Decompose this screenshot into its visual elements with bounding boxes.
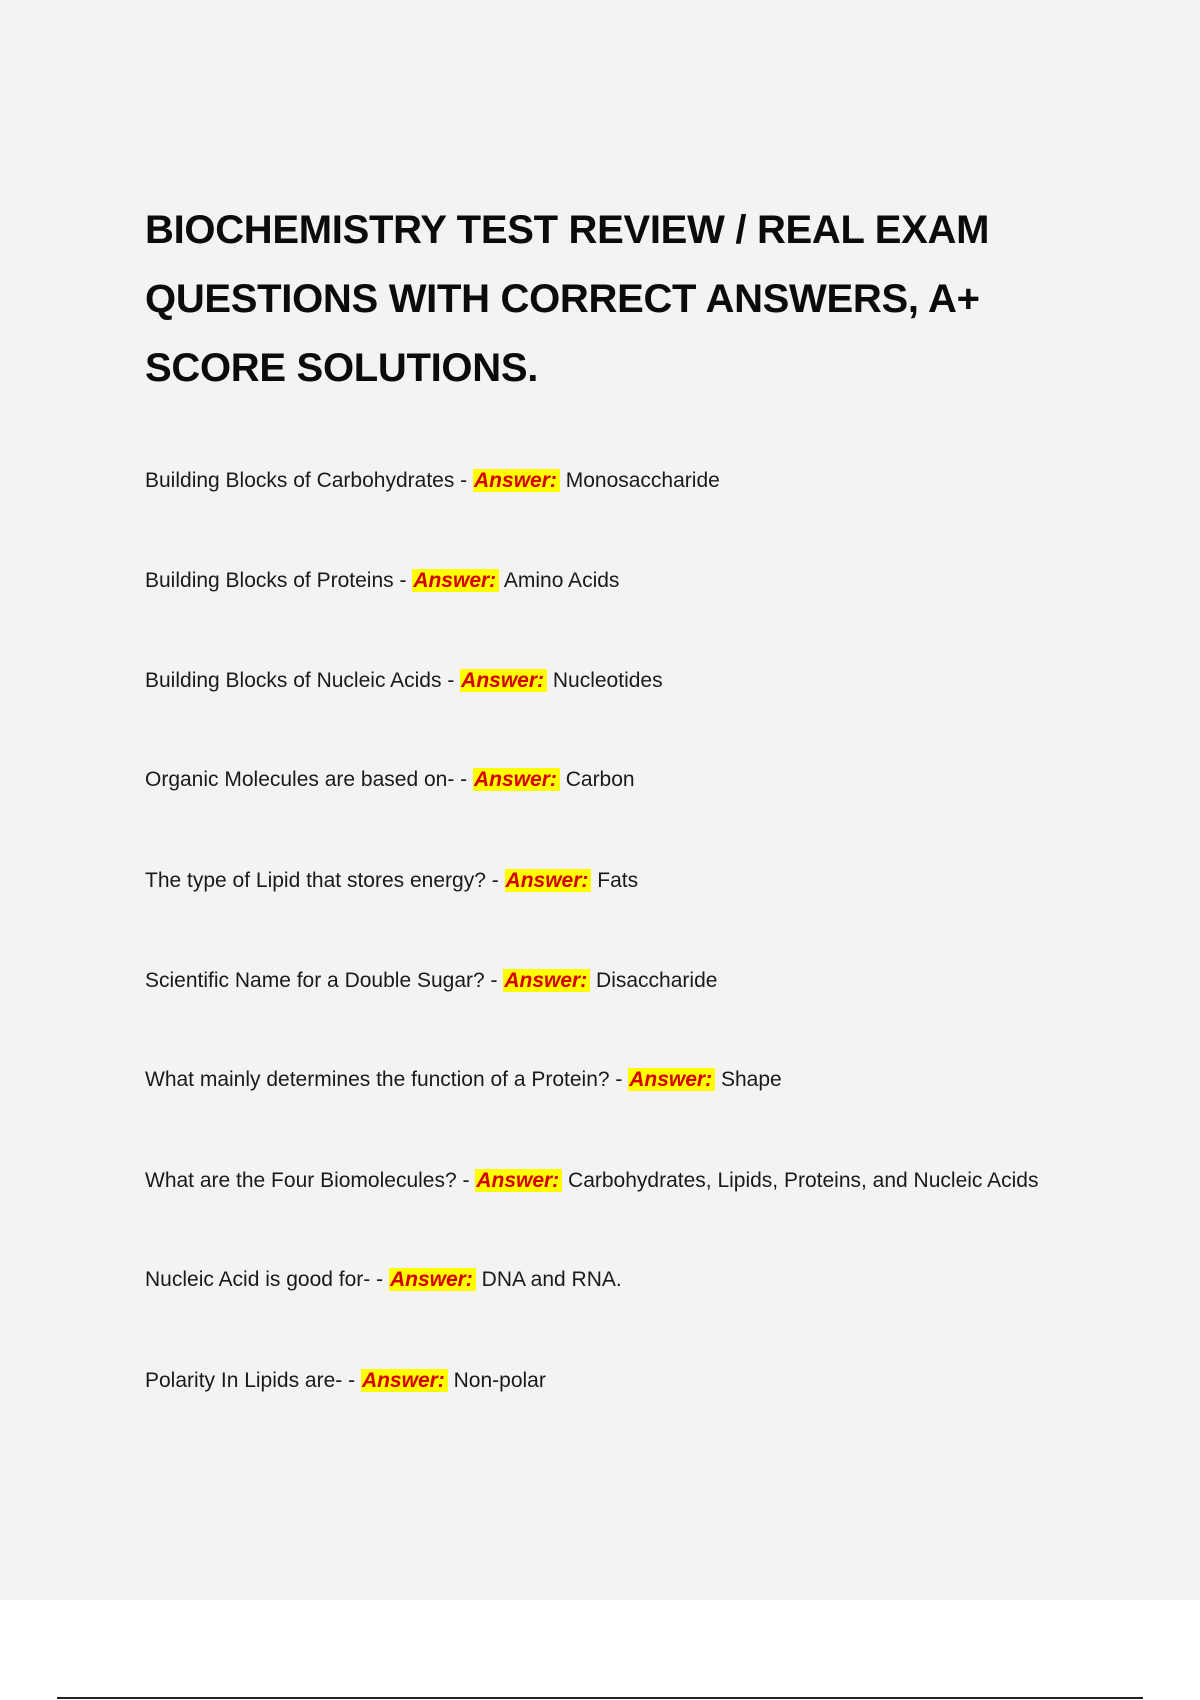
question-text: What are the Four Biomolecules? — [145, 1169, 457, 1192]
page-bottom-rule — [57, 1697, 1143, 1699]
answer-text: DNA and RNA. — [481, 1268, 622, 1291]
question-text: Building Blocks of Proteins — [145, 569, 394, 592]
answer-text: Carbon — [565, 768, 635, 791]
answer-label: Answer: — [505, 869, 592, 892]
answer-text: Carbohydrates, Lipids, Proteins, and Nucleic Acids — [568, 1169, 1039, 1192]
qa-item — [145, 468, 1145, 494]
answer-label: Answer: — [389, 1268, 476, 1291]
question-text: Scientific Name for a Double Sugar? — [145, 969, 485, 992]
answer-text: Nucleotides — [552, 669, 663, 692]
qa-item — [145, 868, 1145, 894]
answer-label: Answer: — [503, 969, 590, 992]
qa-item — [145, 568, 1145, 594]
separator: - — [441, 669, 461, 692]
answer-label: Answer: — [628, 1068, 715, 1091]
question-text: Organic Molecules are based on- — [145, 768, 455, 791]
question-text: Polarity In Lipids are- — [145, 1369, 343, 1392]
answer-label: Answer: — [412, 569, 499, 592]
separator: - — [393, 569, 413, 592]
qa-item — [145, 1267, 1145, 1293]
separator: - — [456, 1169, 476, 1192]
answer-label: Answer: — [475, 1169, 562, 1192]
question-text: The type of Lipid that stores energy? — [145, 869, 486, 892]
qa-item — [145, 1168, 1145, 1194]
answer-text: Monosaccharide — [565, 469, 720, 492]
answer-label: Answer: — [460, 669, 547, 692]
separator: - — [370, 1268, 389, 1291]
answer-text: Disaccharide — [596, 969, 718, 992]
separator: - — [454, 469, 474, 492]
separator: - — [484, 969, 504, 992]
qa-item — [145, 968, 1145, 994]
answer-label: Answer: — [473, 469, 560, 492]
question-text: Building Blocks of Carbohydrates — [145, 469, 455, 492]
question-text: Nucleic Acid is good for- — [145, 1268, 371, 1291]
answer-text: Fats — [597, 869, 639, 892]
answer-label: Answer: — [473, 768, 560, 791]
question-text: What mainly determines the function of a Protein? — [145, 1068, 610, 1091]
separator: - — [485, 869, 505, 892]
qa-item — [145, 1067, 1145, 1093]
qa-item — [145, 767, 1145, 793]
qa-item — [145, 1368, 1145, 1394]
separator: - — [454, 768, 474, 791]
qa-item — [145, 668, 1145, 694]
answer-label: Answer: — [361, 1369, 448, 1392]
answer-text: Amino Acids — [503, 569, 620, 592]
question-text: Building Blocks of Nucleic Acids — [145, 669, 442, 692]
document-title: BIOCHEMISTRY TEST REVIEW / REAL EXAM QUESTIONS WITH CORRECT ANSWERS, A+ SCORE SOLUTIONS. — [145, 208, 990, 390]
answer-text: Shape — [720, 1068, 782, 1091]
answer-text: Non-polar — [453, 1369, 546, 1392]
separator: - — [342, 1369, 361, 1392]
separator: - — [609, 1068, 629, 1091]
